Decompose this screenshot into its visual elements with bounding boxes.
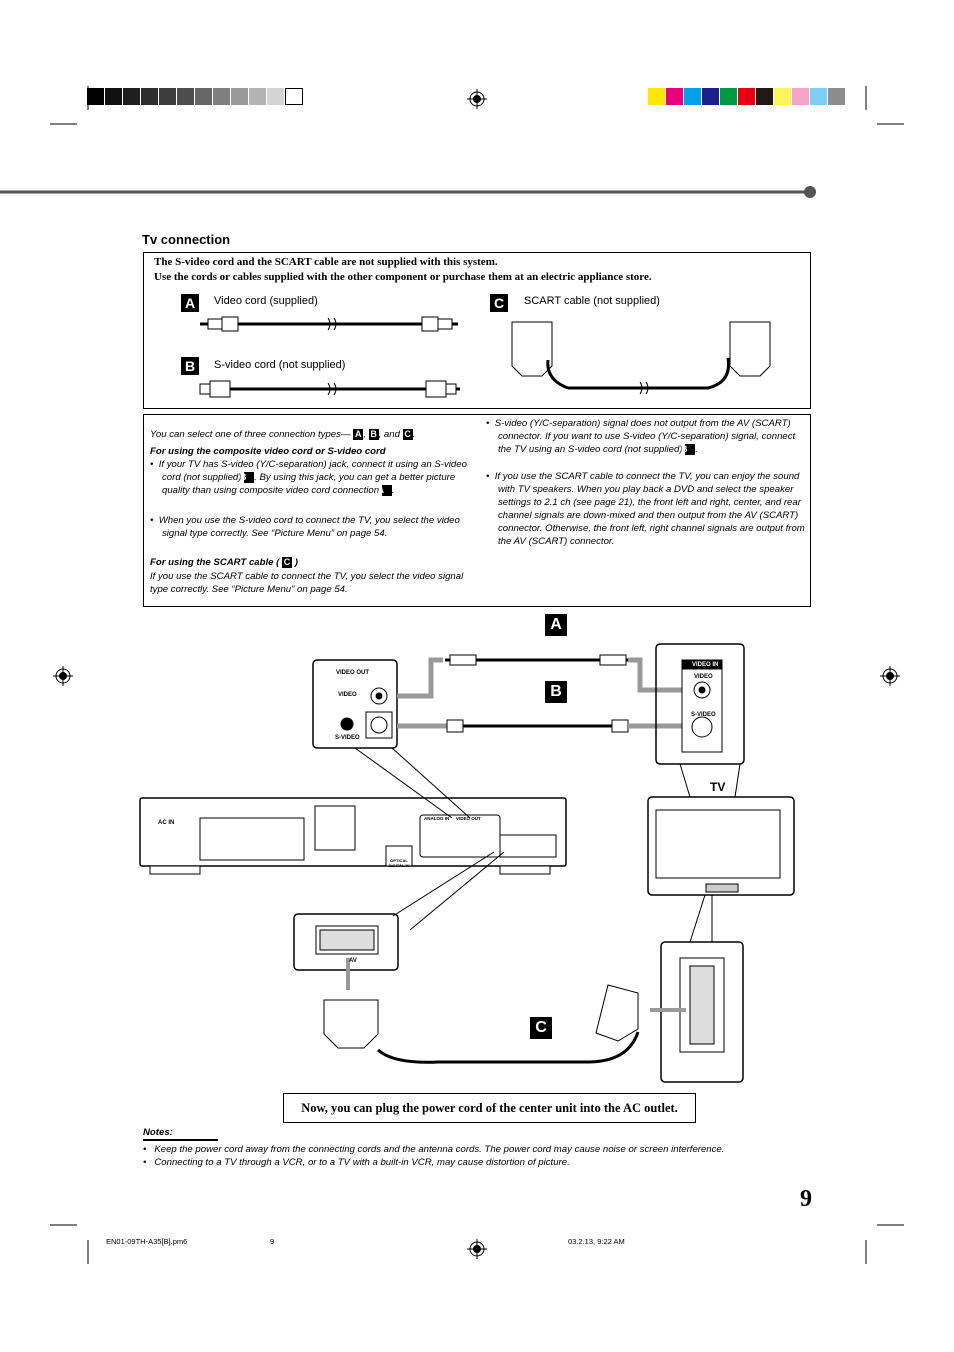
text: Keep the power cord away from the connecting cords and the antenna cords. The power cord may cause noise or screen interference. [154, 1144, 725, 1155]
sep: . [412, 429, 416, 440]
diagram-tag-a: A [545, 614, 567, 636]
cord-a-label: Video cord (supplied) [214, 295, 318, 307]
sep: , [363, 429, 366, 440]
text: . [695, 444, 698, 455]
cord-c-tag: C [490, 294, 508, 312]
unit-video-out-label: VIDEO OUT [336, 670, 370, 676]
notice-line-2: Use the cords or cables supplied with the other component or purchase them at an electric appliance store. [154, 271, 652, 283]
notice-line-1: The S-video cord and the SCART cable are not supplied with this system. [154, 256, 498, 268]
text: When you use the S-video cord to connect the TV, you select the video signal type correctly. See “Picture Menu” on page 54. [158, 515, 460, 539]
power-callout [283, 1093, 696, 1123]
av-label: AV [349, 958, 357, 964]
scart-body: If you use the SCART cable to connect the TV, you select the video signal type correctly. See “Picture Menu” on page 54. [150, 571, 464, 595]
right-bullet-1: • S-video (Y/C-separation) signal does not output from the AV (SCART) connector. If you want to use S-video (Y/C-separation) signal, connect the TV using an S-video cord (not supplied) B . [486, 418, 796, 455]
text: . [391, 485, 395, 496]
composite-bullet-1: • If your TV has S-video (Y/C-separation) jack, connect it using an S-video cord (not supplied) B . By using this jack, you can get a better picture quality than using composite video cord connection A . [150, 459, 467, 496]
notes-heading: Notes: [143, 1127, 173, 1138]
cord-b-tag: B [181, 357, 199, 375]
rear-ac-in-label: AC IN [158, 820, 175, 826]
text: ) [294, 557, 298, 568]
right-bullet-2: • If you use the SCART cable to connect the TV, you can enjoy the sound with TV speakers. When you play back a DVD and select the speaker settings to 2.1 ch (see page 21), the front left and right, center, and rear channel signals are down-mixed and then output from the AV (SCART) connector. Otherwise, the front left, right channel signals are output from the AV (SCART) connector. [486, 471, 805, 547]
cord-a-tag: A [181, 294, 199, 312]
rear-analog-in-label: ANALOG IN [424, 816, 450, 821]
cord-c-label: SCART cable (not supplied) [524, 295, 660, 307]
footer-page: 9 [270, 1237, 275, 1246]
notes-rule [143, 1139, 218, 1141]
diagram-tag-b: B [545, 681, 567, 703]
inline-tag-b: B [370, 428, 377, 439]
footer-file: EN01-09TH-A35[B].pm6 [106, 1237, 188, 1246]
sep: , and [378, 429, 400, 440]
tv-label: TV [710, 780, 726, 794]
tv-svideo-label: S-VIDEO [691, 712, 716, 718]
rear-optical-label: OPTICAL DIGITAL IN [388, 858, 410, 868]
inline-tag-b: B [685, 444, 695, 455]
text: . By using this jack, you can get a better picture quality than using composite video cord connection [162, 472, 456, 496]
note-item-1: • Keep the power cord away from the connecting cords and the antenna cords. The power cord may cause noise or screen interference. [143, 1144, 725, 1155]
inline-tag-b: B [244, 472, 254, 483]
diagram-tag-c: C [530, 1017, 552, 1039]
power-callout-text: Now, you can plug the power cord of the center unit into the AC outlet. [301, 1101, 678, 1115]
unit-video-label: VIDEO [338, 692, 357, 698]
text: If you use the SCART cable to connect the TV, you can enjoy the sound with TV speakers. When you play back a DVD and select the speaker settings to 2.1 ch (see page 21), the front left and right, center, and rear channel signals are down-mixed and then output from the AV (SCART) connector. Otherwise, the front left, right channel signals are output from the AV (SCART) connector. [494, 471, 805, 547]
info-intro-text: You can select one of three connection types— [150, 429, 351, 440]
text: Connecting to a TV through a VCR, or to a TV with a built-in VCR, may cause distortion of picture. [154, 1157, 570, 1168]
composite-bullet-2: • When you use the S-video cord to connect the TV, you select the video signal type correctly. See “Picture Menu” on page 54. [150, 515, 460, 539]
inline-tag-a: A [382, 485, 392, 496]
footer-date: 03.2.13, 9:22 AM [568, 1237, 625, 1246]
inline-tag-c: C [404, 428, 411, 439]
cord-b-label: S-video cord (not supplied) [214, 359, 346, 371]
tv-video-label: VIDEO [694, 674, 713, 680]
page-number: 9 [800, 1186, 812, 1212]
text: If your TV has S-video (Y/C-separation) jack, connect it using an S-video cord (not supplied) [158, 459, 467, 483]
note-item-2: • Connecting to a TV through a VCR, or to a TV with a built-in VCR, may cause distortion of picture. [143, 1157, 570, 1168]
tv-video-in-label: VIDEO IN [692, 662, 719, 668]
rear-video-out-label: VIDEO OUT [456, 816, 481, 821]
section-title: Tv connection [142, 232, 231, 247]
inline-tag-a: A [354, 428, 362, 439]
unit-svideo-label: S-VIDEO [335, 735, 360, 741]
text: S-video (Y/C-separation) signal does not output from the AV (SCART) connector. If you want to use S-video (Y/C-separation) signal, connect the TV using an S-video cord (not supplied) [494, 418, 796, 455]
text: For using the SCART cable ( [150, 557, 280, 568]
inline-tag-c: C [283, 556, 291, 567]
composite-heading: For using the composite video cord or S-video cord [150, 446, 386, 457]
